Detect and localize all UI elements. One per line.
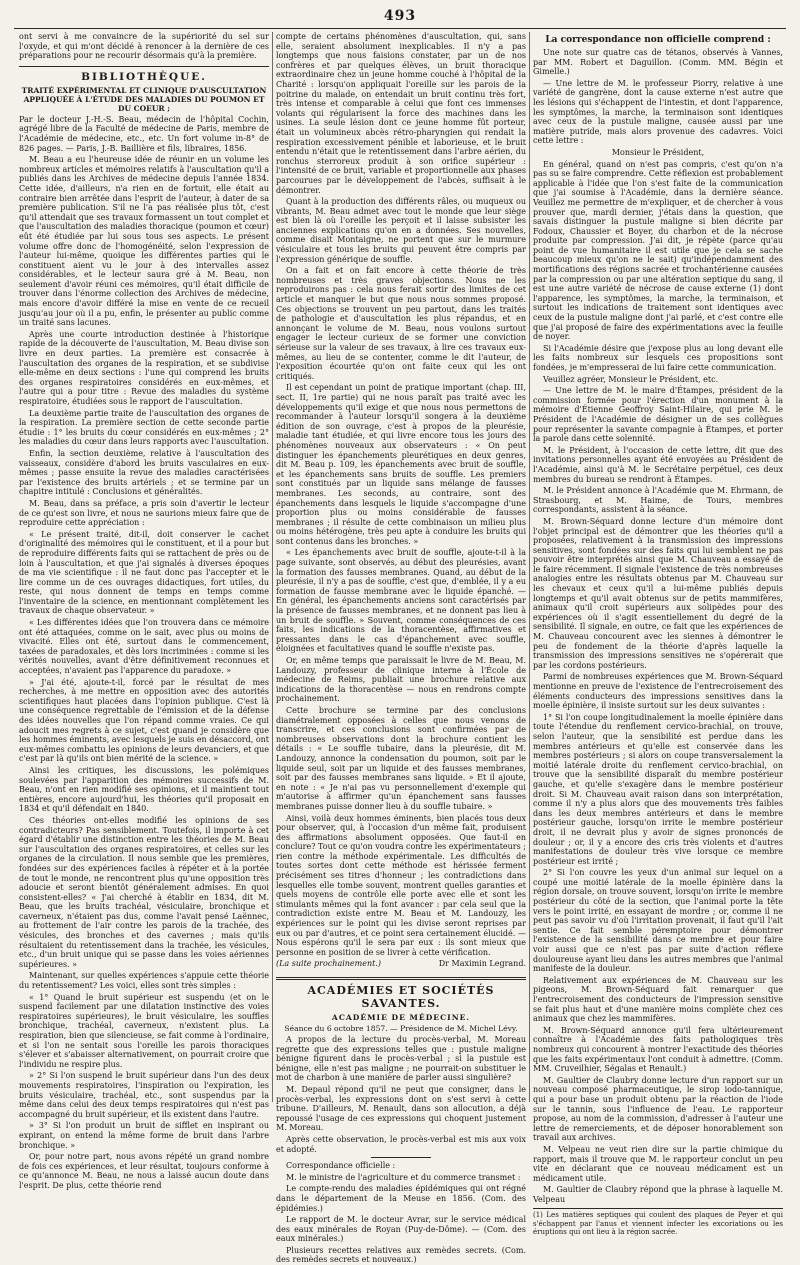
column-3 <box>529 32 786 1237</box>
column-2 <box>272 32 529 1265</box>
letter-paragraph: En général, quand on n'est pas compris, c'est qu'on n'a pas su se faire comprendre. Cette réflexion est probablement applicable à l'idée que l'on s'est faite de la communication que j'ai soumise à l'Académie, dans la dernière séance. Veuillez me permettre de m'expliquer, et de chercher à vous prouver que, mardi dernier, j'étais dans la question, que savais distinguer la pustule maligne si bien décrite par Fodoux, Chaussier et Boyer, du charbon et de la nécrose produite par compression. J'ai dit, je répète (parce qu'au point de vue humanitaire il est utile que je cela se sache beaucoup mieux qu'on ne le sait) qu'indépendamment des mortifications des régions sacrée et trochantérienne causées par la compression ou par une altération septique du sang, il est une autre variété de nécrose de cause externe (1) dont l'apparence, les symptômes, la marche, la terminaison, et surtout les indications de traitement sont identiques avec ceux de la pustule maligne dont j'ai parlé, et c'est contre elle que j'ai proposé de faire des expérimentations avec la feuille de noyer. <box>533 159 783 342</box>
letter-close: Veuillez agréer, Monsieur le Président, etc. <box>543 374 719 384</box>
paragraph: 2° Si l'on couvre les yeux d'un animal sur lequel on a coupé une moitié latérale de la moelle épinière dans la région dorsale, on trouve souvent, lorsqu'on irrite le membre postérieur du côté de la section, que l'animal porte la tête vers le point irrité, en essayant de mordre ; or, comme il ne peut pas savoir vu d'où l'irritation provenait, il faut qu'il l'ait sentie. Ce fait semble péremptoire pour démontrer l'existence de la sensibilité dans ce membre et pour faire voir aussi que ce n'est pas par suite d'action réflexe douloureuse ayant lieu dans les autres membres que l'animal manifeste de la douleur. <box>533 868 783 974</box>
paragraph: On a fait et on fait encore à cette théorie de très nombreuses et très graves objections. Nous ne les reproduirons pas : cela nous ferait sortir des limites de cet article et manquer le but que nous nous sommes proposé. Ces objections se trouvent un peu partout, dans les traités de pathologie et d'auscultation les plus répandus, et en annonçant le volume de M. Beau, nous voulons surtout engager le lecteur curieux de se former une conviction sérieuse sur la valeur de ses travaux, à lire ces travaux eux-mêmes, au lieu de se contenter, comme le dit l'auteur, de l'exposition écourtée qu'on ont faite ceux qui les ont critiqués. <box>276 266 526 381</box>
divider <box>371 1157 431 1158</box>
book-title: TRAITÉ EXPÉRIMENTAL ET CLINIQUE D'AUSCULTATION APPLIQUÉE À L'ÉTUDE DES MALADIES DU POUMON ET DU COEUR ; <box>21 85 267 113</box>
paragraph: M. Gaultier de Claubry répond que la phrase à laquelle M. Velpeau <box>533 1185 783 1204</box>
paragraph: Après cette observation, le procès-verbal est mis aux voix et adopté. <box>276 1134 526 1154</box>
paragraph: M. Beau, dans sa préface, a pris soin d'avertir le lecteur de ce qu'est son livre, et nous ne saurions mieux faire que de reproduire cette appréciation : <box>19 498 269 528</box>
paragraph: Quant à la production des différents râles, ou muqueux ou vibrants, M. Beau admet avec tout le monde que leur siège est bien là où l'oreille les perçoit et il laisse subsister les anciennes explications qu'on en a données. Ses nouvelles, comme disait Montaigne, ne portent que sur le murmure vésiculaire et tous les bruits qui peuvent être compris par l'expression générique de souffle. <box>276 197 526 264</box>
paragraph: Or, en même temps que paraissait le livre de M. Beau, M. Landouzy, professeur de clinique interne à l'École de médecine de Reims, publiait une brochure relative aux indications de la thoracentèse — nous en rendrons compte prochainement. <box>276 656 526 704</box>
paragraph: — Une lettre de M. le maire d'Étampes, président de la commission formée pour l'érection d'un monument à la mémoire d'Étienne Geoffroy Saint-Hilaire, qui prie M. le Président de l'Académie de désigner un de ses collègues pour représenter la savante compagnie à Étampes, et porter la parole dans cette solennité. <box>533 386 783 444</box>
paragraph: M. le Président, à l'occasion de cette lettre, dit que des invitations personnelles ayant été envoyées au Président de l'Académie, ainsi qu'à M. le Secrétaire perpétuel, ces deux membres du bureau se rendront à Étampes. <box>533 445 783 484</box>
paragraph: Le rapport de M. le docteur Avrar, sur le service médical des eaux minérales de Royan (Puy-de-Dôme). — (Com. des eaux minérales.) <box>276 1215 526 1244</box>
top-rule <box>14 28 786 29</box>
paragraph: M. Brown-Séquard donne lecture d'un mémoire dont l'objet principal est de démontrer que les théories qu'il a proposées, relativement à la transmission des impressions sensitives, sont fondées sur des faits qui lui semblent ne pas pouvoir être interprétés ainsi que M. Chauveau a essayé de le faire récemment. Il signale l'existence de très nombreuses analogies entre les résultats obtenus par M. Chauveau sur les chevaux et ceux qu'il a lui-même publiés depuis longtemps et qu'il avait obtenus sur de petits mammifères, animaux qu'il croit supérieurs aux solipèdes pour des expériences où il s'agit essentiellement du degré de la sensibilité. Il signale, en outre, ce fait que les expériences de M. Chauveau concourent avec les siennes à démontrer le peu de fondement de la théorie d'après laquelle la transmission des impressions sensitives ne s'opérerait que par les cordons postérieurs. <box>533 516 783 670</box>
correspondence-nonofficial-title: La correspondance non officielle comprend : <box>545 35 771 45</box>
letter-salutation: Monsieur le Président, <box>611 147 705 157</box>
paragraph: Ces théories ont-elles modifié les opinions de ses contradicteurs? Pas sensiblement. Toutefois, il importe à cet égard d'établir une distinction entre les théories de M. Beau sur l'auscultation des organes respiratoires, et celles sur les organes de la circulation. Il nous semble que les premières, fondées sur des expériences faciles à répéter et à la portée de tout le monde, ne rencontrent plus qu'une opposition très adoucie et seront bientôt généralement admises. En quoi consistent-elles? « J'ai cherché à établir en 1834, dit M. Beau, que les bruits trachéal, vésiculaire, bronchique et caverneux, n'étaient pas dus, comme l'avait pensé Laënnec, au frottement de l'air contre les parois de la trachée, des vésicules, des bronches et des cavernes ; mais qu'ils résultaient du retentissement dans la trachée, les vésicules, etc., d'un bruit unique qui se passe dans les voies aériennes supérieures. » <box>19 815 269 969</box>
paragraph: M. Gaultier de Claubry donne lecture d'un rapport sur un nouveau composé pharmaceutique, le sirop iodo-tannique, qui a pour base un produit obtenu par la réaction de l'iode sur le tannin, sous l'influence de l'eau. Le rapporteur propose, au nom de la commission, d'adresser à l'auteur une lettre de remerciements, et de déposer honorablement son travail aux archives. <box>533 1075 783 1143</box>
paragraph: Une note sur quatre cas de tétanos, observés à Vannes, par MM. Robert et Daguillon. (Comm. MM. Bégin et Gimelle.) <box>533 48 783 77</box>
col1-intro: ont servi à me convaincre de la supériorité du sel sur l'oxyde, et qui m'ont décidé à renoncer à la dernière de ces préparations pour ne recourir désormais qu'à la première. <box>19 32 269 61</box>
paragraph: 1° Si l'on coupe longitudinalement la moelle épinière dans toute l'étendue du renflement cervico-brachial, on trouve, selon l'auteur, que la sensibilité est perdue dans les membres antérieurs et qu'elle est conservée dans les membres postérieurs ; si alors on coupe transversalement la moitié latérale droite du renflement cervico-brachial, on trouve que la sensibilité disparaît du membre postérieur gauche, et qu'elle s'exagère dans le membre postérieur droit. Si M. Chauveau avait raison dans son interprétation, comme il n'y a plus alors que des mouvements très faibles dans les deux membres antérieurs et dans le membre postérieur gauche, lorsqu'on irrite le membre postérieur droit, il ne devrait plus y avoir de signes prononcés de douleur ; or, il y a encore des cris très violents et d'autres manifestations de douleur très vive lorsque ce membre postérieur est irrité ; <box>533 712 783 866</box>
paragraph: M. Beau a eu l'heureuse idée de réunir en un volume les nombreux articles et mémoires relatifs à l'auscultation qu'il a publiés dans les Archives de médecine depuis l'année 1834. Cette idée, d'ailleurs, n'a rien en de fortuit, elle était au contraire bien arrêtée dans l'esprit de l'auteur, à dater de sa première publication. S'il ne l'a pas réalisée plus tôt, c'est qu'il attendait que ses travaux formassent un tout complet et que l'auscultation des maladies thoracique (poumon et cœur) eût été étudiée par lui sous tous ses aspects. Le présent volume offre donc de l'homogénéité, selon l'expression de l'auteur lui-même, quoique les différentes parties qui le constituent aient vu le jour à des intervalles assez considérables, et le lecteur saura gré à M. Beau, non seulement d'avoir réuni ces mémoires, qu'il était difficile de trouver dans l'énorme collection des Archives de médecine, mais encore d'avoir différé la mise en vente de ce recueil jusqu'au jour où il a pu, enfin, le présenter au public comme un traité sans lacunes. <box>19 155 269 328</box>
paragraph: M. Velpeau ne veut rien dire sur la partie chimique du rapport, mais il trouve que M. le rapporteur conclut un peu vite en déclarant que ce nouveau médicament est un médicament utile. <box>533 1144 783 1183</box>
continued-note: (La suite prochainement.) <box>276 959 382 969</box>
paragraph: « Le présent traité, dit-il, doit conserver le cachet d'originalité des mémoires qui le constituent, et il a pour but de reproduire différents faits qui se rattachent de près ou de loin à l'auscultation, et que j'ai signalés à diverses époques de ma vie scientifique : il ne faut donc pas l'accepter et le lire comme un de ces ouvrages didactiques, fort utiles, du reste, qui nous donnent de temps en temps comme l'inventaire de la science, en mentionnant complètement les travaux de chaque observateur. » <box>19 529 269 616</box>
paragraph: Ainsi les critiques, les discussions, les polémiques soulevées par l'apparition des mémoires successifs de M. Beau, n'ont en rien modifié ses opinions, et il maintient tout entières, encore aujourd'hui, les théories qu'il proposait en 1834 et qu'il défendait en 1840. <box>19 765 269 814</box>
book-author: Par le docteur J.-H.-S. Beau, médecin de l'hôpital Cochin, agrégé libre de la Faculté de médecine de Paris, membre de l'Académie de médecine, etc., etc. Un fort volume in-8° de 826 pages. — Paris, J.-B. Baillière et fils, libraires, 1856. <box>19 114 269 153</box>
paragraph: — Une lettre de M. le professeur Piorry, relative à une variété de gangrène, dont la cause externe n'est autre que les lésions qui s'échappent de l'intestin, et dont l'apparence, les symptômes, la marche, la terminaison sont identiques avec ceux de la pustule maligne, causée aussi par une matière putride, mais alors provenue des cadavres. Voici cette lettre : <box>533 78 783 146</box>
correspondence-official-title: Correspondance officielle : <box>286 1161 396 1171</box>
section-heading-bibliotheque: BIBLIOTHÈQUE. <box>19 66 269 83</box>
paragraph: Enfin, la section deuxième, relative à l'auscultation des vaisseaux, considère d'abord les bruits vasculaires en eux-mêmes ; passe ensuite la revue des maladies caractérisées par l'existence des bruits artériels ; et se termine par un chapitre intitulé : Conclusions et généralités. <box>19 448 269 497</box>
paragraph: Relativement aux expériences de M. Chauveau sur les pigeons, M. Brown-Séquard fait remarquer que l'entrecroisement des conducteurs de l'impression sensitive se fait plus haut et d'une manière moins complète chez ces animaux que chez les mammifères. <box>533 975 783 1024</box>
paragraph: Après une courte introduction destinée à l'historique rapide de la découverte de l'auscultation, M. Beau divise son livre en deux parties. La première est consacrée à l'auscultation des organes de la respiration, et se subdivise elle-même en deux sections : l'une qui comprend les bruits des organes respiratoires considérés en eux-mêmes, et l'autre qui a pour titre : Revue des maladies du système respiratoire, étudiées sous le rapport de l'auscultation. <box>19 329 269 406</box>
session-line: Séance du 6 octobre 1857. — Présidence de M. Michel Lévy. <box>284 1024 518 1033</box>
paragraph: « Les différentes idées que l'on trouvera dans ce mémoire ont été attaquées, comme on le sait, avec plus ou moins de vivacité. Elles ont été, surtout dans le commencement, taxées de paradoxales, et dès lors incriminées : comme si les vérités nouvelles, avant d'être définitivement reconnues et acceptées, n'avaient pas l'apparence du paradoxe. » <box>19 618 269 676</box>
paragraph: M. le ministre de l'agriculture et du commerce transmet : <box>286 1172 521 1182</box>
section-heading-academies: ACADÉMIES ET SOCIÉTÉS SAVANTES. <box>276 977 526 1010</box>
paragraph: » 3° Si l'on produit un bruit de sifflet en inspirant ou expirant, on entend la même forme de bruit dans l'arbre bronchique. » <box>19 1121 269 1150</box>
columns <box>16 32 786 1265</box>
paragraph: M. le Président annonce à l'Académie que M. Ehrmann, de Strasbourg, et M. Haime, de Tours, membres correspondants, assistent à la séance. <box>533 486 783 515</box>
article-continued <box>276 959 526 969</box>
paragraph: M. Brown-Séquard annonce qu'il fera ultérieurement connaître à l'Académie des faits pathologiques très nombreux qui concourent à montrer l'exactitude des théories que les faits expérimentaux l'ont conduit à admettre. (Comm. MM. Cruveilhier, Ségalas et Renault.) <box>533 1025 783 1074</box>
paragraph: « 1° Quand le bruit supérieur est suspendu (et on le suspend facilement par une dilatation instinctive des voies respiratoires supérieures), le bruit vésiculaire, les souffles bronchique, trachéal, caverneux, n'existent plus. La respiration, bien que silencieuse, se fait comme à l'ordinaire, et si l'on ne sentait sous l'oreille les parois thoraciques s'élever et s'abaisser alternativement, on pourrait croire que l'individu ne respire plus. <box>19 992 269 1069</box>
paragraph: Plusieurs recettes relatives aux remèdes secrets. (Com. des remèdes secrets et nouveaux.) <box>276 1245 526 1265</box>
paragraph: Il est cependant un point de pratique important (chap. III, sect. II, 1re partie) qui ne nous paraît pas traité avec les développements qu'il exige et que nous nous permettons de recommander à l'auteur lorsqu'il songera à la deuxième édition de son ouvrage, c'est à propos de la pleurésie, maladie tant étudiée, et qui livre encore tous les jours des phénomènes nouveaux aux observateurs : « On peut distinguer les épanchements pleurétiques en deux genres, dit M. Beau p. 109, les épanchements avec bruit de souffle, et les épanchements sans bruits de souffle. Les premiers sont constitués par un liquide sans mélange de fausses membranes. Les seconds, au contraire, sont des épanchements dans lesquels le liquide s'accompagne d'une proportion plus ou moins considérable de fausses membranes ; il résulte de cette combinaison un milieu plus ou moins hétérogène, très peu apte à conduire les bruits qui sont contenus dans les bronches. » <box>276 383 526 546</box>
paragraph: Or, pour notre part, nous avons répété un grand nombre de fois ces expériences, et leur résultat, toujours conforme à ce qu'annonce M. Beau, ne nous a laissé aucun doute dans l'esprit. De plus, cette théorie rend <box>19 1152 269 1190</box>
column-1 <box>16 32 272 1190</box>
paragraph: M. Depaul répond qu'il ne peut que consigner, dans le procès-verbal, les expressions dont on s'est servi à cette tribune. D'ailleurs, M. Renault, dans son allocution, a déjà repoussé l'usage de ces expressions qui choquent justement M. Moreau. <box>276 1084 526 1133</box>
paragraph: Ainsi, voilà deux hommes éminents, bien placés tous deux pour observer, qui, à l'occasion d'un même fait, produisent des affirmations absolument opposées. Que faut-il en conclure? Tout ce qu'on voudra contre les expérimentateurs ; rien contre la méthode expérimentale. Les difficultés de toutes sortes dont cette méthode est hérissée ferment précisément ses titres d'honneur ; les contradictions dans lesquelles elle tombe souvent, montrent quelles garanties et quels moyens de contrôle elle porte avec elle et sont les stimulants mêmes qui la font avancer : par cela seul que la contradiction existe entre M. Beau et M. Landouzy, les expériences sur le point qui les divise seront reprises par eux ou par d'autres, et ce point sera certainement élucidé. — Nous espérons qu'il le sera par eux : ils sont mieux que personne en position de se livrer à cette vérification. <box>276 813 526 957</box>
paragraph: La deuxième partie traite de l'auscultation des organes de la respiration. La première section de cette seconde partie étudie : 1° les bruits du cœur considérés en eux-mêmes ; 2° les maladies du cœur dans leurs rapports avec l'auscultation. <box>19 408 269 447</box>
paragraph: compte de certains phénomènes d'auscultation, qui, sans elle, seraient absolument inexplicables. Il n'y a pas longtemps que nous faisions constater, par un de nos confrères et par quelques élèves, un bruit thoracique extraordinaire chez un jeune homme couché à l'hôpital de la Charité : lorsqu'on appliquait l'oreille sur les parois de la poitrine du malade, on entendait un bruit continu très fort, très intense et comparable à celui que font ces immenses volants qui régularisent la force des machines dans les usines. La seule lésion dont ce jeune homme fût porteur, était un volumineux abcès rétro-pharyngien qui rendait la respiration excessivement pénible et laborieuse, et le bruit entendu n'était que le retentissement dans l'arbre aérien, du ronchus sterroreux produit à son orifice supérieur : l'intensité de ce bruit, variable et proportionnelle aux phases parcourues par le développement de l'abcès, suffisait à le démontrer. <box>276 32 526 195</box>
author-signature: Dr Maximin Legrand. <box>438 959 526 969</box>
footnote: (1) Les matières septiques qui coulent des plaques de Peyer et qui s'échappent par l'anus et viennent infecter les excoriations ou les éruptions qui ont lieu à la région sacrée. <box>533 1208 783 1237</box>
paragraph: » J'ai été, ajoute-t-il, forcé par le résultat de mes recherches, à me mettre en opposition avec des autorités scientifiques haut placées dans l'opinion publique. C'est là une conséquence regrettable de l'émission et de la défense des idées nouvelles que l'on répand comme vraies. Ce qui adoucit mes regrets à ce sujet, c'est quand je considère que les hommes éminents, avec lesquels je suis en désaccord, ont eux-mêmes combattu les opinions de leurs devanciers, et que c'est par là qu'ils ont bien mérité de la science. » <box>19 677 269 764</box>
paragraph: Maintenant, sur quelles expériences s'appuie cette théorie du retentissement? Les voici, elles sont très simples : <box>19 971 269 991</box>
paragraph: Parmi de nombreuses expériences que M. Brown-Séquard mentionne en preuve de l'existence de l'entrecroisement des éléments conducteurs des impressions sensitives dans la moelle épinière, il insiste surtout sur les deux suivantes : <box>533 672 783 711</box>
paragraph: Le compte-rendu des maladies épidémiques qui ont régné dans le département de la Meuse en 1856. (Com. des épidémies.) <box>276 1184 526 1213</box>
paragraph: A propos de la lecture du procès-verbal, M. Moreau regrette que des expressions telles que : pustule maligne bénigne figurent dans le procès-verbal ; si la pustule est bénigne, elle n'est pas maligne ; ne pourrait-on substituer le mot de charbon à une manière de parler aussi singulière? <box>276 1035 526 1083</box>
paragraph: « Les épanchements avec bruit de souffle, ajoute-t-il à la page suivante, sont observés, au début des pleurésies, avant la formation des fausses membranes. Quand, au début de la pleurésie, il n'y a pas de souffle, c'est que, d'emblée, il y a eu formation de fausse membrane avec le liquide épanché. — En général, les épanchements anciens sont caractérisés par la présence de fausses membranes, et ne donnent pas lieu à un bruit de souffle. » Souvent, comme conséquences de ces faits, les indications de la thoracentèse, affirmatives et pressantes dans le cas d'épanchement avec souffle, éloignées et facultatives quand le souffle n'existe pas. <box>276 548 526 654</box>
paragraph: » 2° Si l'on suspend le bruit supérieur dans l'un des deux mouvements respiratoires, l'inspiration ou l'expiration, les bruits vésiculaire, trachéal, etc., sont suspendus par la même dans celui des deux temps respiratoires qui n'est pas accompagné du bruit supérieur, et ils existent dans l'autre. <box>19 1071 269 1119</box>
academy-name: ACADÉMIE DE MÉDECINE. <box>331 1013 471 1022</box>
letter-paragraph: Si l'Académie désire que j'expose plus au long devant elle les faits nombreux sur lesquels ces propositions sont fondées, je m'empresserai de lui faire cette communication. <box>533 343 783 372</box>
page-number: 493 <box>383 8 417 24</box>
paragraph: Cette brochure se termine par des conclusions diamétralement opposées à celles que nous venons de transcrire, et ces conclusions sont confirmées par de nombreuses observations dont la brochure contient les détails : « Le souffle tubaire, dans la pleurésie, dit M. Landouzy, annonce la condensation du poumon, soit par le liquide seul, soit par un liquide et des fausses membranes, soit par des fausses membranes sans liquide. » Et il ajoute, en note : « Je n'ai pas vu personnellement d'exemple qui m'autorise à affirmer qu'un épanchement sans fausses membranes puisse donner lieu à du souffle tubaire. » <box>276 705 526 811</box>
